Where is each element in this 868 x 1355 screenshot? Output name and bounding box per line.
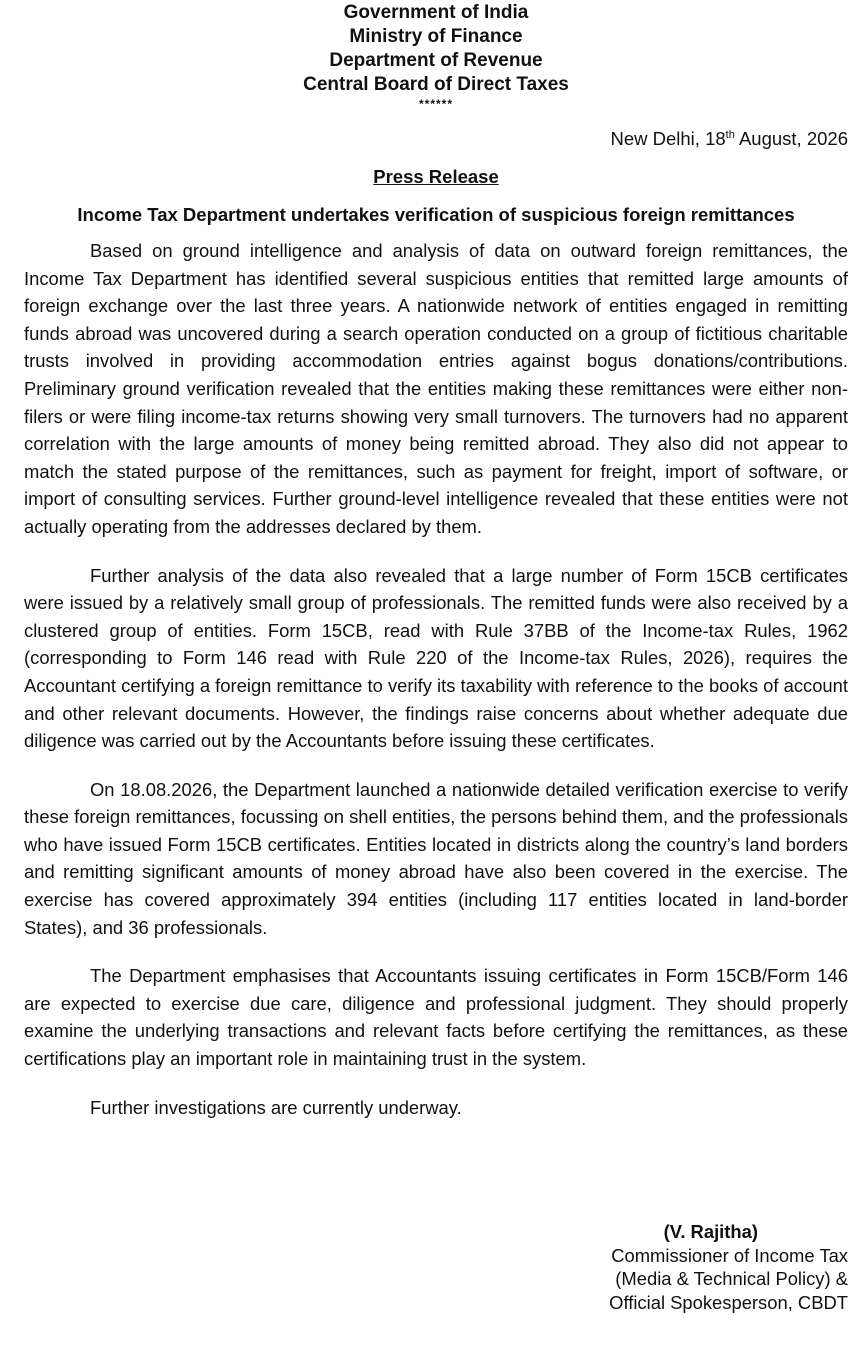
body-paragraph-5: Further investigations are currently underway. — [90, 1096, 462, 1118]
header-line-department: Department of Revenue — [329, 50, 543, 71]
letterhead — [24, 0, 848, 111]
signature-block — [609, 1220, 848, 1314]
dateline-rest: August, 2026 — [734, 128, 848, 149]
header-line-government: Government of India — [343, 2, 529, 23]
dateline-ordinal: th — [725, 128, 735, 141]
dateline-place: New Delhi, 18 — [610, 128, 726, 149]
header-line-ministry: Ministry of Finance — [349, 26, 523, 47]
header-separator-stars: ****** — [418, 97, 454, 111]
signatory-title-2: (Media & Technical Policy) & — [615, 1268, 848, 1289]
signatory-name: (V. Rajitha) — [663, 1221, 758, 1242]
body-paragraph-4: The Department emphasises that Accountants issuing certificates in Form 15CB/Form 146 are expected to exercise due care, diligence and professional judgment. They should properly examine the underlying transactions and relevant facts before certifying the remittances, as these certifications play an important role in maintaining trust in the system. — [24, 965, 848, 1070]
body-paragraph-1: Based on ground intelligence and analysis of data on outward foreign remittances, the Income Tax Department has identified several suspicious entities that remitted large amounts of foreign exchange over the last three years. A nationwide network of entities engaged in remitting funds abroad was uncovered during a search operation conducted on a group of fictitious charitable trusts involved in providing accommodation entries against bogus donations/contributions. Preliminary ground verification revealed that the entities making these remittances were either non-filers or were filing income-tax returns showing very small turnovers. The turnovers had no apparent correlation with the large amounts of money being remitted abroad. They also did not appear to match the stated purpose of the remittances, such as payment for freight, import of software, or import of consulting services. Further ground-level intelligence revealed that these entities were not actually operating from the addresses declared by them. — [24, 240, 848, 537]
body-paragraph-3: On 18.08.2026, the Department launched a nationwide detailed verification exercise to verify these foreign remittances, focussing on shell entities, the persons behind them, and the professionals who have issued Form 15CB certificates. Entities located in districts along the country’s land borders and remitting significant amounts of money abroad have also been covered in the exercise. The exercise has covered approximately 394 entities (including 117 entities located in land-border States), and 36 professionals. — [24, 778, 848, 938]
press-release-title: Press Release — [373, 166, 499, 187]
signatory-title-3: Official Spokesperson, CBDT — [609, 1291, 848, 1313]
dateline — [24, 127, 848, 151]
body-paragraph-2: Further analysis of the data also revealed that a large number of Form 15CB certificates were issued by a relatively small group of professionals. The remitted funds were also received by a clustered group of entities. Form 15CB, read with Rule 37BB of the Income-tax Rules, 1962 (corresponding to Form 146 read with Rule 220 of the Income-tax Rules, 2026), requires the Accountant certifying a foreign remittance to verify its taxability with reference to the books of account and other relevant documents. However, the findings raise concerns about whether adequate due diligence was carried out by the Accountants before issuing these certificates. — [24, 564, 848, 752]
header-line-board: Central Board of Direct Taxes — [303, 74, 569, 95]
press-release-subject: Income Tax Department undertakes verification of suspicious foreign remittances — [77, 204, 795, 225]
signatory-title-1: Commissioner of Income Tax — [611, 1244, 848, 1266]
